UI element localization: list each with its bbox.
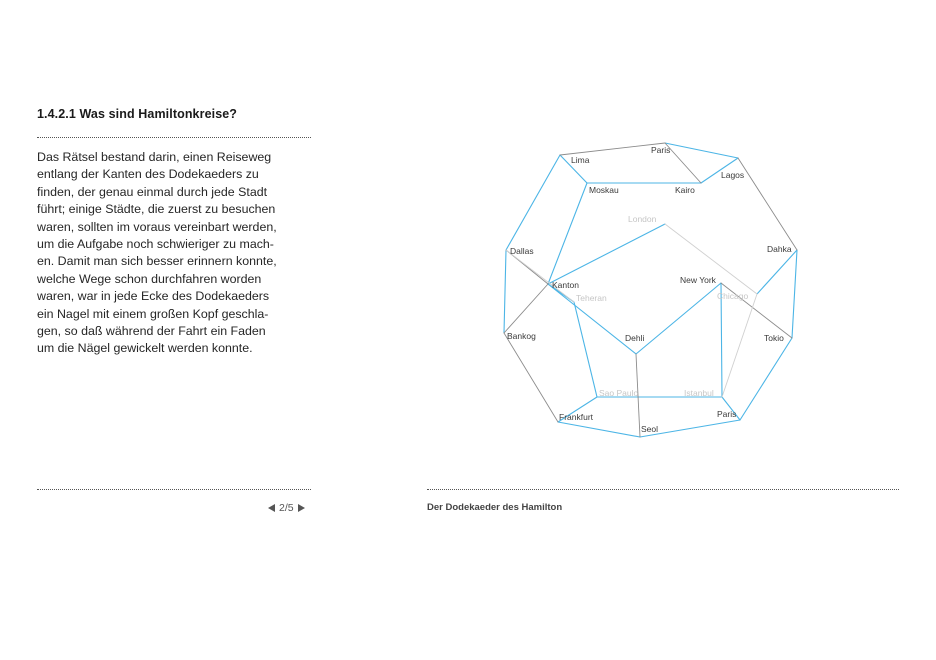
city-label-bankog: Bankog	[507, 331, 536, 341]
city-label-dehli: Dehli	[625, 333, 645, 343]
edge-dallas-bankog	[504, 250, 506, 333]
city-label-kairo: Kairo	[675, 185, 695, 195]
edge-seol-frankfurt	[558, 422, 640, 437]
edge-bankog-frankfurt	[504, 333, 558, 422]
edge-paris-top-lima	[560, 143, 665, 155]
city-label-paris-top: Paris	[651, 145, 671, 155]
dodecahedron-edges	[504, 143, 797, 437]
paragraph-line: welche Wege schon durchfahren worden	[37, 271, 262, 286]
paragraph-line: führt; einige Städte, die zuerst zu besuchen	[37, 202, 276, 217]
city-labels	[507, 145, 792, 434]
city-label-new-york: New York	[680, 275, 716, 285]
edge-moskau-kanton	[548, 183, 587, 284]
paragraph-line: um die Aufgabe noch schwieriger zu mach-	[37, 237, 274, 252]
edge-lima-dallas	[506, 155, 560, 250]
paragraph-line: en. Damit man sich besser erinnern konnte,	[37, 254, 277, 269]
city-label-tokio: Tokio	[764, 333, 784, 343]
figure-caption: Der Dodekaeder des Hamilton	[427, 502, 563, 513]
city-label-sao-paulo: Sao Paulo	[599, 388, 639, 398]
city-label-chicago: Chicago	[717, 291, 749, 301]
city-label-istanbul: Istanbul	[684, 388, 714, 398]
city-label-lima: Lima	[571, 155, 590, 165]
edge-chicago-istanbul	[722, 294, 757, 397]
edge-tokio-paris-bottom	[740, 338, 792, 420]
edge-dahka-tokio	[792, 250, 797, 338]
city-label-paris-bottom: Paris	[717, 409, 737, 419]
city-label-teheran: Teheran	[576, 293, 607, 303]
edge-teheran-sao-paulo	[574, 302, 597, 397]
paragraph-line: gen, so daß während der Fahrt ein Faden	[37, 324, 266, 339]
edge-lagos-dahka	[738, 158, 797, 250]
paragraph-line: um die Nägel gewickelt werden konnte.	[37, 341, 253, 356]
city-label-dallas: Dallas	[510, 246, 534, 256]
edge-dahka-chicago	[757, 250, 797, 294]
edge-kanton-bankog	[504, 284, 548, 333]
section-heading: 1.4.2.1 Was sind Hamiltonkreise?	[37, 107, 238, 121]
edge-dehli-new-york	[636, 283, 721, 354]
city-label-lagos: Lagos	[721, 170, 745, 180]
paragraph-line: waren, sollten im voraus vereinbart werden,	[37, 219, 277, 234]
paragraph-line: Das Rätsel bestand darin, einen Reiseweg	[37, 150, 272, 164]
edge-kanton-london	[548, 224, 665, 284]
paragraph-line: finden, der genau einmal durch jede Stadt	[37, 184, 268, 199]
page-indicator: 2/5	[279, 502, 294, 514]
city-label-kanton: Kanton	[552, 280, 579, 290]
city-label-frankfurt: Frankfurt	[559, 412, 594, 422]
city-label-dahka: Dahka	[767, 244, 792, 254]
city-label-moskau: Moskau	[589, 185, 619, 195]
paragraph-line: entlang der Kanten des Dodekaeders zu	[37, 167, 259, 182]
city-label-london: London	[628, 214, 657, 224]
city-label-seol: Seol	[641, 424, 659, 434]
paragraph-line: waren, war in jede Ecke des Dodekaeders	[37, 289, 270, 304]
paragraph-line: ein Nagel mit einem großen Kopf geschla-	[37, 306, 269, 321]
